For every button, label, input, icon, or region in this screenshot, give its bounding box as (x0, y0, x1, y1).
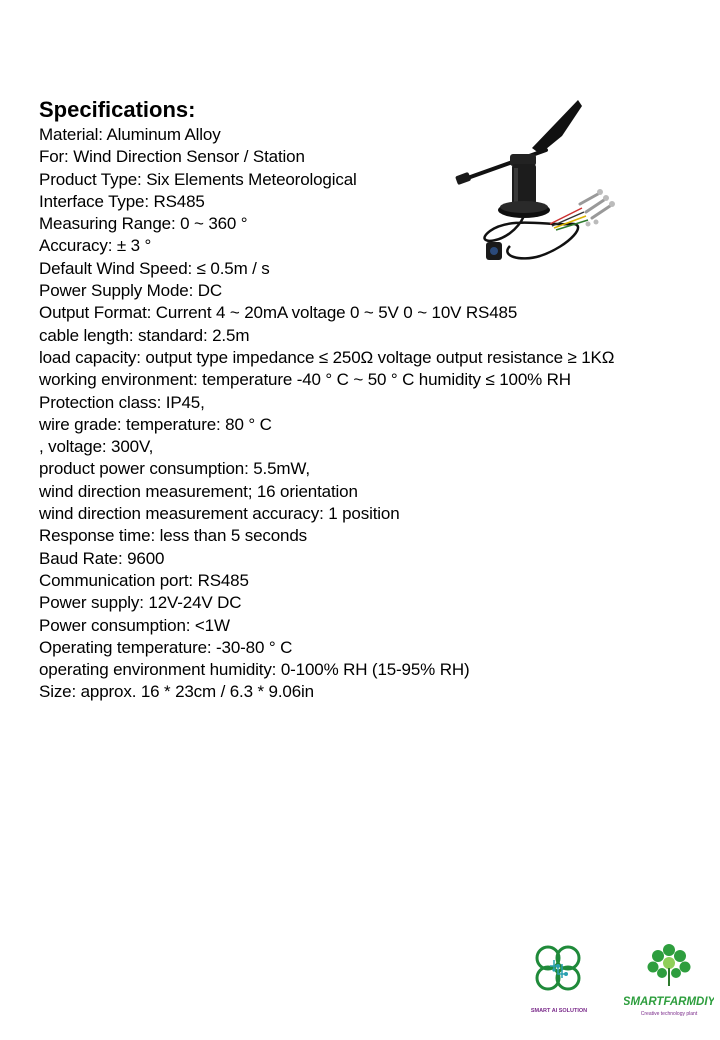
spec-line: Response time: less than 5 seconds (39, 526, 307, 546)
spec-line: Interface Type: RS485 (39, 191, 205, 211)
brain-circuit-icon (524, 944, 594, 996)
spec-line: , voltage: 300V, (39, 437, 154, 457)
spec-line: Power consumption: <1W (39, 615, 230, 635)
spec-line: Operating temperature: -30-80 ° C (39, 637, 293, 657)
spec-line: working environment: temperature -40 ° C ~ 50 ° C humidity ≤ 100% RH (39, 370, 571, 390)
spec-title: Specifications: (39, 97, 196, 122)
spec-line: Default Wind Speed: ≤ 0.5m / s (39, 258, 270, 278)
spec-line: Accuracy: ± 3 ° (39, 236, 152, 256)
spec-line: cable length: standard: 2.5m (39, 325, 250, 345)
spec-line: Power supply: 12V-24V DC (39, 593, 242, 613)
smart-ai-solution-logo (524, 944, 594, 1014)
spec-line: Size: approx. 16 * 23cm / 6.3 * 9.06in (39, 682, 314, 702)
plant-leaf-icon (624, 940, 714, 988)
spec-line: wind direction measurement; 16 orientation (39, 481, 358, 501)
logo-sfd-text: SMARTFARMDIY (624, 996, 714, 1008)
spec-line: load capacity: output type impedance ≤ 250Ω voltage output resistance ≥ 1KΩ (39, 347, 615, 367)
spec-line: wind direction measurement accuracy: 1 position (39, 504, 400, 524)
spec-line: Protection class: IP45, (39, 392, 205, 412)
logo-sfd-tagline: Creative technology plant (640, 1011, 698, 1017)
spec-line: product power consumption: 5.5mW, (39, 459, 310, 479)
spec-line: For: Wind Direction Sensor / Station (39, 147, 305, 167)
spec-line: Output Format: Current 4 ~ 20mA voltage 0 ~ 5V 0 ~ 10V RS485 (39, 303, 518, 323)
spec-line: operating environment humidity: 0-100% RH (15-95% RH) (39, 660, 470, 680)
spec-line: Measuring Range: 0 ~ 360 ° (39, 214, 248, 234)
spec-line: Power Supply Mode: DC (39, 281, 222, 301)
wind-vane-sensor-image (450, 96, 620, 271)
spec-line: wire grade: temperature: 80 ° C (39, 414, 272, 434)
logo-ai-text: SMART AI SOLUTION (530, 1008, 588, 1014)
smartfarmdiy-logo (624, 940, 714, 1016)
smart-ai-solution-wordmark (524, 1004, 594, 1014)
smartfarmdiy-wordmark (624, 993, 714, 1021)
spec-line: Product Type: Six Elements Meteorological (39, 169, 357, 189)
spec-line: Material: Aluminum Alloy (39, 125, 221, 144)
spec-line: Baud Rate: 9600 (39, 548, 165, 568)
spec-line: Communication port: RS485 (39, 570, 249, 590)
